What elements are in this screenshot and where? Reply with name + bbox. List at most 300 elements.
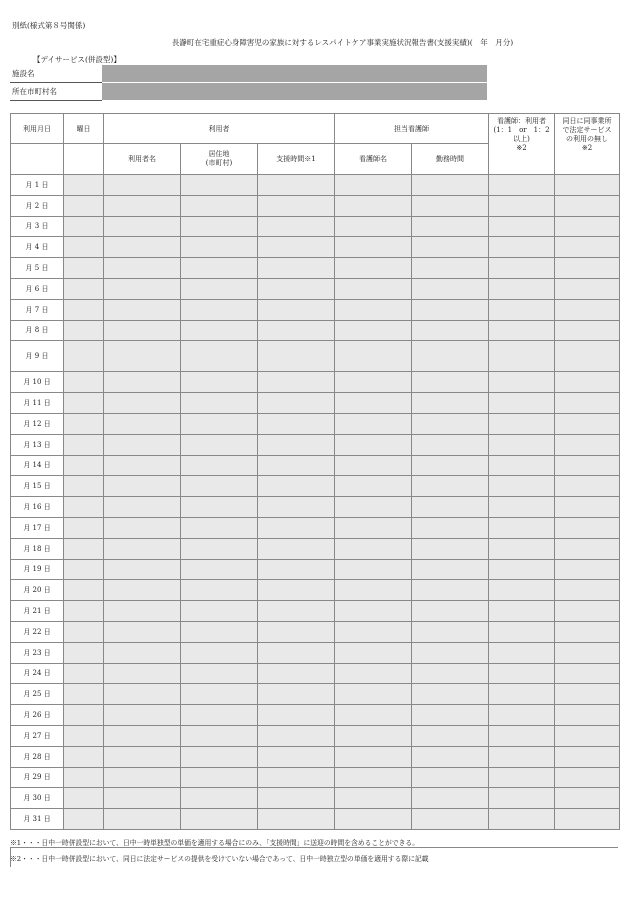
work-time-cell[interactable] [412,705,489,726]
support-time-cell[interactable] [258,725,335,746]
row-date-label: 月 11 日 [11,393,64,414]
ratio-cell[interactable] [489,538,555,559]
ratio-cell[interactable] [489,767,555,788]
footnote-1: ※1・・・日中一時併設型において、日中一時単独型の単価を適用する場合にのみ、「支援時間」に送迎の時間を含めることができる。 [10,839,420,847]
weekday-cell[interactable] [64,809,104,830]
work-time-cell[interactable] [412,559,489,580]
same-day-cell[interactable] [555,434,620,455]
row-date-label: 月 31 日 [11,809,64,830]
work-time-cell[interactable] [412,642,489,663]
nurse-name-cell[interactable] [335,767,412,788]
ratio-cell[interactable] [489,278,555,299]
residence-cell[interactable] [181,601,258,622]
nurse-name-cell[interactable] [335,601,412,622]
table-row [11,175,620,196]
ratio-cell[interactable] [489,237,555,258]
user-name-cell[interactable] [104,434,181,455]
residence-cell[interactable] [181,175,258,196]
user-name-cell[interactable] [104,455,181,476]
work-time-cell[interactable] [412,746,489,767]
support-time-cell[interactable] [258,476,335,497]
ratio-cell[interactable] [489,372,555,393]
weekday-cell[interactable] [64,278,104,299]
weekday-cell[interactable] [64,320,104,341]
same-day-cell[interactable] [555,642,620,663]
support-time-cell[interactable] [258,767,335,788]
nurse-name-cell[interactable] [335,320,412,341]
table-row [11,705,620,726]
weekday-cell[interactable] [64,237,104,258]
work-time-cell[interactable] [412,216,489,237]
support-time-cell[interactable] [258,393,335,414]
municipality-field[interactable] [102,83,487,101]
same-day-cell[interactable] [555,216,620,237]
residence-cell[interactable] [181,237,258,258]
table-row [11,580,620,601]
table-row [11,621,620,642]
table-row [11,725,620,746]
table-row [11,393,620,414]
row-date-label: 月 9 日 [11,341,64,372]
user-name-cell[interactable] [104,663,181,684]
user-name-cell[interactable] [104,299,181,320]
user-name-cell[interactable] [104,788,181,809]
ratio-cell[interactable] [489,299,555,320]
nurse-name-cell[interactable] [335,559,412,580]
ratio-cell[interactable] [489,684,555,705]
work-time-cell[interactable] [412,175,489,196]
weekday-cell[interactable] [64,725,104,746]
user-name-cell[interactable] [104,642,181,663]
same-day-cell[interactable] [555,195,620,216]
weekday-cell[interactable] [64,195,104,216]
row-date-label: 月 1 日 [11,175,64,196]
same-day-cell[interactable] [555,767,620,788]
work-time-cell[interactable] [412,393,489,414]
residence-cell[interactable] [181,216,258,237]
header-user-group: 利用者 [104,114,335,144]
nurse-name-cell[interactable] [335,705,412,726]
ratio-cell[interactable] [489,341,555,372]
residence-cell[interactable] [181,725,258,746]
user-name-cell[interactable] [104,684,181,705]
nurse-name-cell[interactable] [335,725,412,746]
weekday-cell[interactable] [64,788,104,809]
user-name-cell[interactable] [104,258,181,279]
work-time-cell[interactable] [412,237,489,258]
same-day-cell[interactable] [555,476,620,497]
residence-cell[interactable] [181,299,258,320]
user-name-cell[interactable] [104,538,181,559]
work-time-cell[interactable] [412,434,489,455]
ratio-cell[interactable] [489,195,555,216]
user-name-cell[interactable] [104,341,181,372]
user-name-cell[interactable] [104,476,181,497]
residence-cell[interactable] [181,705,258,726]
nurse-name-cell[interactable] [335,299,412,320]
same-day-cell[interactable] [555,341,620,372]
nurse-name-cell[interactable] [335,809,412,830]
user-name-cell[interactable] [104,767,181,788]
table-body [11,175,620,830]
nurse-name-cell[interactable] [335,746,412,767]
support-time-cell[interactable] [258,216,335,237]
residence-cell[interactable] [181,258,258,279]
support-time-cell[interactable] [258,278,335,299]
table-row [11,320,620,341]
work-time-cell[interactable] [412,497,489,518]
support-time-cell[interactable] [258,195,335,216]
same-day-cell[interactable] [555,299,620,320]
nurse-name-cell[interactable] [335,195,412,216]
table-row [11,341,620,372]
support-time-cell[interactable] [258,705,335,726]
residence-cell[interactable] [181,642,258,663]
header-weekday-blank [64,144,104,175]
support-time-cell[interactable] [258,258,335,279]
ratio-cell[interactable] [489,455,555,476]
row-date-label: 月 15 日 [11,476,64,497]
residence-cell[interactable] [181,278,258,299]
same-day-cell[interactable] [555,580,620,601]
user-name-cell[interactable] [104,320,181,341]
residence-cell[interactable] [181,320,258,341]
ratio-cell[interactable] [489,320,555,341]
same-day-cell[interactable] [555,601,620,622]
same-day-cell[interactable] [555,705,620,726]
work-time-cell[interactable] [412,621,489,642]
ratio-cell[interactable] [489,601,555,622]
support-time-cell[interactable] [258,642,335,663]
same-day-cell[interactable] [555,746,620,767]
support-time-cell[interactable] [258,455,335,476]
row-date-label: 月 21 日 [11,601,64,622]
ratio-cell[interactable] [489,663,555,684]
same-day-cell[interactable] [555,788,620,809]
support-time-cell[interactable] [258,413,335,434]
header-nurse-name: 看護師名 [335,144,412,175]
weekday-cell[interactable] [64,517,104,538]
weekday-cell[interactable] [64,455,104,476]
work-time-cell[interactable] [412,788,489,809]
ratio-cell[interactable] [489,413,555,434]
residence-cell[interactable] [181,517,258,538]
weekday-cell[interactable] [64,372,104,393]
work-time-cell[interactable] [412,195,489,216]
work-time-cell[interactable] [412,341,489,372]
ratio-cell[interactable] [489,788,555,809]
nurse-name-cell[interactable] [335,621,412,642]
row-date-label: 月 19 日 [11,559,64,580]
user-name-cell[interactable] [104,809,181,830]
support-time-cell[interactable] [258,341,335,372]
support-time-cell[interactable] [258,175,335,196]
same-day-cell[interactable] [555,393,620,414]
ratio-cell[interactable] [489,705,555,726]
residence-cell[interactable] [181,767,258,788]
work-time-cell[interactable] [412,767,489,788]
table-row [11,278,620,299]
ratio-cell[interactable] [489,393,555,414]
user-name-cell[interactable] [104,601,181,622]
row-date-label: 月 23 日 [11,642,64,663]
same-day-cell[interactable] [555,538,620,559]
row-date-label: 月 3 日 [11,216,64,237]
nurse-name-cell[interactable] [335,237,412,258]
table-row [11,746,620,767]
table-row [11,809,620,830]
user-name-cell[interactable] [104,413,181,434]
work-time-cell[interactable] [412,601,489,622]
support-time-cell[interactable] [258,299,335,320]
work-time-cell[interactable] [412,372,489,393]
table-row [11,497,620,518]
weekday-cell[interactable] [64,538,104,559]
residence-cell[interactable] [181,341,258,372]
row-date-label: 月 10 日 [11,372,64,393]
nurse-name-cell[interactable] [335,278,412,299]
work-time-cell[interactable] [412,413,489,434]
support-time-cell[interactable] [258,684,335,705]
work-time-cell[interactable] [412,580,489,601]
row-date-label: 月 18 日 [11,538,64,559]
table-row [11,476,620,497]
weekday-cell[interactable] [64,663,104,684]
municipality-label: 所在市町村名 [10,83,102,101]
same-day-cell[interactable] [555,258,620,279]
user-name-cell[interactable] [104,621,181,642]
work-time-cell[interactable] [412,320,489,341]
weekday-cell[interactable] [64,705,104,726]
same-day-cell[interactable] [555,237,620,258]
ratio-cell[interactable] [489,746,555,767]
support-time-cell[interactable] [258,788,335,809]
weekday-cell[interactable] [64,413,104,434]
same-day-cell[interactable] [555,175,620,196]
same-day-cell[interactable] [555,517,620,538]
support-time-cell[interactable] [258,559,335,580]
user-name-cell[interactable] [104,393,181,414]
same-day-cell[interactable] [555,663,620,684]
residence-cell[interactable] [181,580,258,601]
residence-cell[interactable] [181,684,258,705]
weekday-cell[interactable] [64,299,104,320]
nurse-name-cell[interactable] [335,663,412,684]
row-date-label: 月 28 日 [11,746,64,767]
work-time-cell[interactable] [412,725,489,746]
nurse-name-cell[interactable] [335,258,412,279]
weekday-cell[interactable] [64,341,104,372]
ratio-cell[interactable] [489,580,555,601]
nurse-name-cell[interactable] [335,476,412,497]
same-day-cell[interactable] [555,684,620,705]
ratio-cell[interactable] [489,175,555,196]
weekday-cell[interactable] [64,746,104,767]
user-name-cell[interactable] [104,517,181,538]
user-name-cell[interactable] [104,725,181,746]
same-day-cell[interactable] [555,278,620,299]
same-day-cell[interactable] [555,320,620,341]
weekday-cell[interactable] [64,621,104,642]
weekday-cell[interactable] [64,258,104,279]
same-day-cell[interactable] [555,455,620,476]
user-name-cell[interactable] [104,580,181,601]
row-date-label: 月 12 日 [11,413,64,434]
nurse-name-cell[interactable] [335,788,412,809]
user-name-cell[interactable] [104,278,181,299]
nurse-name-cell[interactable] [335,434,412,455]
user-name-cell[interactable] [104,497,181,518]
support-time-cell[interactable] [258,372,335,393]
nurse-name-cell[interactable] [335,216,412,237]
residence-cell[interactable] [181,497,258,518]
user-name-cell[interactable] [104,372,181,393]
nurse-name-cell[interactable] [335,175,412,196]
user-name-cell[interactable] [104,216,181,237]
weekday-cell[interactable] [64,175,104,196]
work-time-cell[interactable] [412,455,489,476]
nurse-name-cell[interactable] [335,372,412,393]
ratio-cell[interactable] [489,621,555,642]
nurse-name-cell[interactable] [335,517,412,538]
row-date-label: 月 27 日 [11,725,64,746]
work-time-cell[interactable] [412,809,489,830]
weekday-cell[interactable] [64,642,104,663]
user-name-cell[interactable] [104,175,181,196]
nurse-name-cell[interactable] [335,580,412,601]
nurse-name-cell[interactable] [335,497,412,518]
weekday-cell[interactable] [64,767,104,788]
user-name-cell[interactable] [104,559,181,580]
support-time-cell[interactable] [258,237,335,258]
same-day-cell[interactable] [555,372,620,393]
row-date-label: 月 24 日 [11,663,64,684]
row-date-label: 月 30 日 [11,788,64,809]
weekday-cell[interactable] [64,393,104,414]
weekday-cell[interactable] [64,497,104,518]
nurse-name-cell[interactable] [335,341,412,372]
nurse-name-cell[interactable] [335,538,412,559]
work-time-cell[interactable] [412,476,489,497]
same-day-cell[interactable] [555,413,620,434]
residence-cell[interactable] [181,746,258,767]
support-time-cell[interactable] [258,746,335,767]
same-day-cell[interactable] [555,809,620,830]
user-name-cell[interactable] [104,237,181,258]
residence-cell[interactable] [181,195,258,216]
ratio-cell[interactable] [489,497,555,518]
support-time-cell[interactable] [258,621,335,642]
weekday-cell[interactable] [64,476,104,497]
table-row [11,601,620,622]
ratio-cell[interactable] [489,258,555,279]
residence-cell[interactable] [181,538,258,559]
document-title: 長瀞町在宅重症心身障害児の家族に対するレスパイトケア事業実施状況報告書(支援実績)( 年 月分) [171,38,514,47]
same-day-cell[interactable] [555,559,620,580]
residence-cell[interactable] [181,455,258,476]
row-date-label: 月 4 日 [11,237,64,258]
residence-cell[interactable] [181,621,258,642]
weekday-cell[interactable] [64,601,104,622]
nurse-name-cell[interactable] [335,455,412,476]
residence-cell[interactable] [181,559,258,580]
ratio-cell[interactable] [489,725,555,746]
ratio-cell[interactable] [489,476,555,497]
table-row [11,237,620,258]
weekday-cell[interactable] [64,684,104,705]
row-date-label: 月 6 日 [11,278,64,299]
report-table [10,113,620,830]
user-name-cell[interactable] [104,705,181,726]
residence-cell[interactable] [181,788,258,809]
support-time-cell[interactable] [258,320,335,341]
work-time-cell[interactable] [412,663,489,684]
nurse-name-cell[interactable] [335,684,412,705]
support-time-cell[interactable] [258,580,335,601]
support-time-cell[interactable] [258,538,335,559]
nurse-name-cell[interactable] [335,393,412,414]
residence-cell[interactable] [181,476,258,497]
nurse-name-cell[interactable] [335,413,412,434]
weekday-cell[interactable] [64,434,104,455]
residence-cell[interactable] [181,372,258,393]
row-date-label: 月 17 日 [11,517,64,538]
user-name-cell[interactable] [104,195,181,216]
ratio-cell[interactable] [489,517,555,538]
same-day-cell[interactable] [555,725,620,746]
ratio-cell[interactable] [489,434,555,455]
footnote-2: ※2・・・日中一時併設型において、同日に法定サービスの提供を受けていない場合であって、日中一時独立型の単価を適用する際に記載 [10,855,429,863]
residence-cell[interactable] [181,434,258,455]
user-name-cell[interactable] [104,746,181,767]
work-time-cell[interactable] [412,299,489,320]
weekday-cell[interactable] [64,580,104,601]
ratio-cell[interactable] [489,809,555,830]
nurse-name-cell[interactable] [335,642,412,663]
ratio-cell[interactable] [489,559,555,580]
residence-cell[interactable] [181,663,258,684]
same-day-cell[interactable] [555,497,620,518]
header-date: 利用月日 [11,114,64,144]
row-date-label: 月 25 日 [11,684,64,705]
weekday-cell[interactable] [64,559,104,580]
support-time-cell[interactable] [258,497,335,518]
header-ratio: 看護師：利用者 (1：1 or 1：2 以上) ※2 [489,114,555,175]
work-time-cell[interactable] [412,684,489,705]
residence-cell[interactable] [181,809,258,830]
work-time-cell[interactable] [412,538,489,559]
ratio-cell[interactable] [489,642,555,663]
support-time-cell[interactable] [258,517,335,538]
weekday-cell[interactable] [64,216,104,237]
support-time-cell[interactable] [258,601,335,622]
support-time-cell[interactable] [258,434,335,455]
facility-name-field[interactable] [102,65,487,83]
work-time-cell[interactable] [412,258,489,279]
support-time-cell[interactable] [258,809,335,830]
row-date-label: 月 7 日 [11,299,64,320]
support-time-cell[interactable] [258,663,335,684]
ratio-cell[interactable] [489,216,555,237]
facility-row [10,65,487,83]
header-same-day: 同日に同事業所 で法定サービス の利用の無し ※2 [555,114,620,175]
notes-divider [10,847,618,848]
residence-cell[interactable] [181,393,258,414]
work-time-cell[interactable] [412,517,489,538]
residence-cell[interactable] [181,413,258,434]
same-day-cell[interactable] [555,621,620,642]
work-time-cell[interactable] [412,278,489,299]
